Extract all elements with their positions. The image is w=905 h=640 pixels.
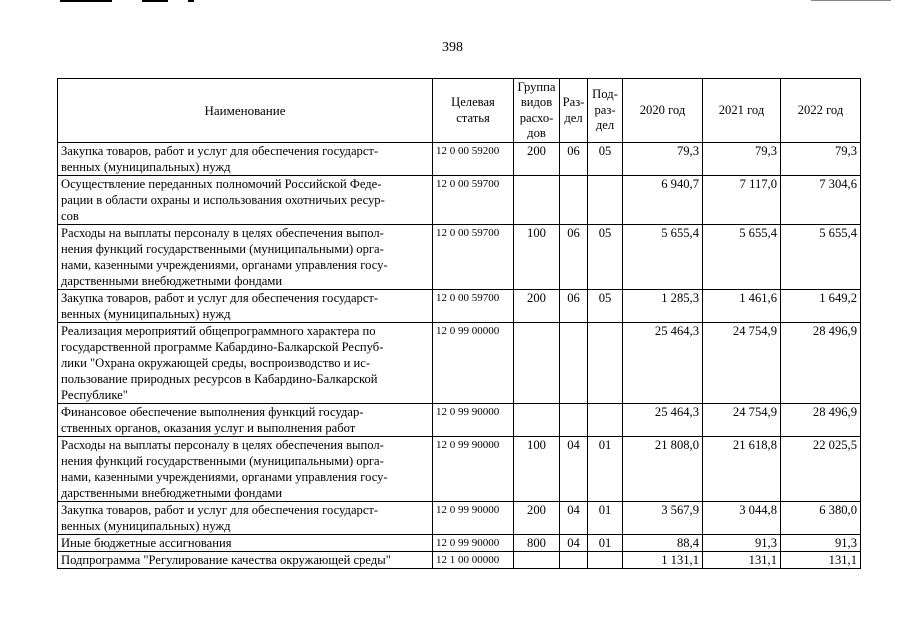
cell-value-2021: 5 655,4	[703, 225, 781, 290]
cell-name-line: нами, казенными учреждениями, органами управления госу-	[61, 470, 388, 484]
cell-name-line: венных (муниципальных) нужд	[61, 307, 231, 321]
header-text: Группа	[517, 79, 556, 94]
header-name	[58, 79, 433, 143]
cell-value-2022: 91,3	[781, 535, 861, 552]
page-number: 398	[442, 40, 463, 55]
cell-value-2020: 25 464,3	[623, 404, 703, 437]
cell-name-line: дарственными внебюджетными фондами	[61, 486, 283, 500]
cell-value-2020: 3 567,9	[623, 502, 703, 535]
cell-expense-group	[514, 176, 560, 225]
budget-table	[57, 78, 861, 569]
cell-name-line: Расходы на выплаты персоналу в целях обеспечения выпол-	[61, 438, 384, 452]
header-text: расхо-	[519, 110, 554, 125]
cell-section	[560, 323, 588, 404]
header-text: раз-	[594, 102, 616, 117]
header-text: дел	[595, 118, 615, 133]
cell-value-2021: 3 044,8	[703, 502, 781, 535]
header-text: 2022 год	[797, 102, 844, 117]
cell-name-line: Финансовое обеспечение выполнения функций государ-	[61, 405, 364, 419]
cell-subsection	[588, 176, 623, 225]
cell-value-2022: 79,3	[781, 143, 861, 176]
cell-section: 06	[560, 143, 588, 176]
cell-name-line: венных (муниципальных) нужд	[61, 519, 231, 533]
cell-name-line: Закупка товаров, работ и услуг для обеспечения государст-	[61, 503, 379, 517]
cell-section: 06	[560, 290, 588, 323]
cell-expense-group: 100	[514, 437, 560, 502]
cell-expense-group: 200	[514, 290, 560, 323]
cell-name	[58, 502, 433, 535]
header-text: дел	[564, 110, 583, 125]
cell-target-article: 12 0 99 90000	[433, 502, 514, 535]
cell-value-2022: 22 025,5	[781, 437, 861, 502]
cell-value-2021: 79,3	[703, 143, 781, 176]
header-text: дов	[527, 126, 546, 140]
cell-name	[58, 290, 433, 323]
cell-name-line: нения функций государственными (муниципальными) орга-	[61, 454, 384, 468]
header-text: 2020 год	[639, 102, 686, 117]
cell-name-line: нами, казенными учреждениями, органами управления госу-	[61, 258, 388, 272]
header-text: Под-	[592, 87, 618, 102]
cell-name-line: пользование природных ресурсов в Кабардино-Балкарской	[61, 372, 378, 386]
cell-target-article: 12 0 00 59200	[433, 143, 514, 176]
cell-name	[58, 143, 433, 176]
cell-value-2022: 28 496,9	[781, 323, 861, 404]
cell-subsection	[588, 552, 623, 569]
cell-section	[560, 552, 588, 569]
cell-section: 06	[560, 225, 588, 290]
cell-target-article: 12 0 99 90000	[433, 437, 514, 502]
cell-name-line: венных (муниципальных) нужд	[61, 160, 231, 174]
header-subsection	[588, 79, 623, 143]
cell-name-line: ственных органов, оказания услуг и выполнения работ	[61, 421, 356, 435]
cell-target-article: 12 0 99 90000	[433, 535, 514, 552]
table-row	[58, 437, 861, 502]
cell-name-line: нения функций государственными (муниципальными) орга-	[61, 242, 384, 256]
cell-name-line: Закупка товаров, работ и услуг для обеспечения государст-	[61, 291, 379, 305]
cell-name-line: лики "Охрана окружающей среды, воспроизводство и ис-	[61, 356, 371, 370]
cell-subsection: 01	[588, 535, 623, 552]
cell-value-2020: 25 464,3	[623, 323, 703, 404]
cell-value-2022: 5 655,4	[781, 225, 861, 290]
cell-subsection: 05	[588, 225, 623, 290]
cell-name-line: Республике"	[61, 388, 128, 402]
cell-value-2021: 131,1	[703, 552, 781, 569]
cell-value-2020: 21 808,0	[623, 437, 703, 502]
cell-value-2020: 79,3	[623, 143, 703, 176]
cell-subsection: 01	[588, 502, 623, 535]
header-section	[560, 79, 588, 143]
cell-name	[58, 404, 433, 437]
header-text: Раз-	[562, 95, 585, 109]
header-name-text: Наименование	[204, 102, 286, 118]
cell-target-article: 12 1 00 00000	[433, 552, 514, 569]
cell-value-2022: 6 380,0	[781, 502, 861, 535]
cell-section: 04	[560, 535, 588, 552]
cell-value-2022: 28 496,9	[781, 404, 861, 437]
header-text: видов	[520, 95, 553, 109]
table-body	[58, 143, 861, 569]
header-2022	[781, 79, 861, 143]
table-row	[58, 404, 861, 437]
cell-name-line: государственной программе Кабардино-Балкарской Респуб-	[61, 340, 384, 354]
header-text: 2021 год	[718, 102, 765, 117]
cell-name-line: Расходы на выплаты персоналу в целях обеспечения выпол-	[61, 226, 384, 240]
scan-artifact-line-right	[811, 0, 891, 1]
cell-name	[58, 437, 433, 502]
table-row	[58, 535, 861, 552]
cell-section: 04	[560, 437, 588, 502]
cell-name	[58, 176, 433, 225]
cell-section	[560, 176, 588, 225]
cell-name-line: дарственными внебюджетными фондами	[61, 274, 283, 288]
header-2020	[623, 79, 703, 143]
cell-expense-group: 200	[514, 143, 560, 176]
cell-value-2020: 1 131,1	[623, 552, 703, 569]
cell-name	[58, 552, 433, 569]
cell-expense-group: 200	[514, 502, 560, 535]
table-row	[58, 176, 861, 225]
cell-expense-group: 800	[514, 535, 560, 552]
table-row	[58, 552, 861, 569]
cell-value-2020: 6 940,7	[623, 176, 703, 225]
cell-subsection: 05	[588, 143, 623, 176]
header-text: статья	[456, 110, 490, 125]
cell-name-line: Закупка товаров, работ и услуг для обеспечения государст-	[61, 144, 379, 158]
table-row	[58, 323, 861, 404]
table-row	[58, 502, 861, 535]
cell-subsection	[588, 323, 623, 404]
cell-expense-group	[514, 323, 560, 404]
cell-value-2022: 1 649,2	[781, 290, 861, 323]
cell-expense-group: 100	[514, 225, 560, 290]
cell-value-2020: 1 285,3	[623, 290, 703, 323]
cell-name-line: рации в области охраны и использования охотничьих ресур-	[61, 193, 385, 207]
cell-value-2021: 21 618,8	[703, 437, 781, 502]
cell-value-2022: 131,1	[781, 552, 861, 569]
table-row	[58, 225, 861, 290]
cell-target-article: 12 0 00 59700	[433, 176, 514, 225]
table-header-row	[58, 79, 861, 143]
cell-name	[58, 535, 433, 552]
cell-value-2021: 24 754,9	[703, 323, 781, 404]
cell-value-2021: 24 754,9	[703, 404, 781, 437]
cell-name	[58, 323, 433, 404]
cell-target-article: 12 0 00 59700	[433, 225, 514, 290]
header-2021	[703, 79, 781, 143]
cell-subsection: 01	[588, 437, 623, 502]
cell-name-line: Осуществление переданных полномочий Российской Феде-	[61, 177, 382, 191]
cell-name	[58, 225, 433, 290]
cell-subsection: 05	[588, 290, 623, 323]
cell-target-article: 12 0 99 00000	[433, 323, 514, 404]
cell-target-article: 12 0 99 90000	[433, 404, 514, 437]
cell-value-2021: 1 461,6	[703, 290, 781, 323]
header-expense-group	[514, 79, 560, 143]
cell-name-line: сов	[61, 209, 79, 223]
cell-value-2021: 91,3	[703, 535, 781, 552]
cell-value-2020: 5 655,4	[623, 225, 703, 290]
cell-name-line: Иные бюджетные ассигнования	[61, 536, 232, 550]
cell-value-2021: 7 117,0	[703, 176, 781, 225]
cell-name-line: Реализация мероприятий общепрограммного характера по	[61, 324, 376, 338]
table-row	[58, 290, 861, 323]
cell-value-2022: 7 304,6	[781, 176, 861, 225]
cell-section: 04	[560, 502, 588, 535]
cell-expense-group	[514, 404, 560, 437]
cell-subsection	[588, 404, 623, 437]
scan-artifact-line	[60, 0, 200, 3]
cell-value-2020: 88,4	[623, 535, 703, 552]
cell-expense-group	[514, 552, 560, 569]
cell-target-article: 12 0 00 59700	[433, 290, 514, 323]
header-target-article	[433, 79, 514, 143]
cell-section	[560, 404, 588, 437]
header-text: Целевая	[451, 95, 495, 109]
cell-name-line: Подпрограмма "Регулирование качества окружающей среды"	[61, 553, 391, 567]
table-row	[58, 143, 861, 176]
